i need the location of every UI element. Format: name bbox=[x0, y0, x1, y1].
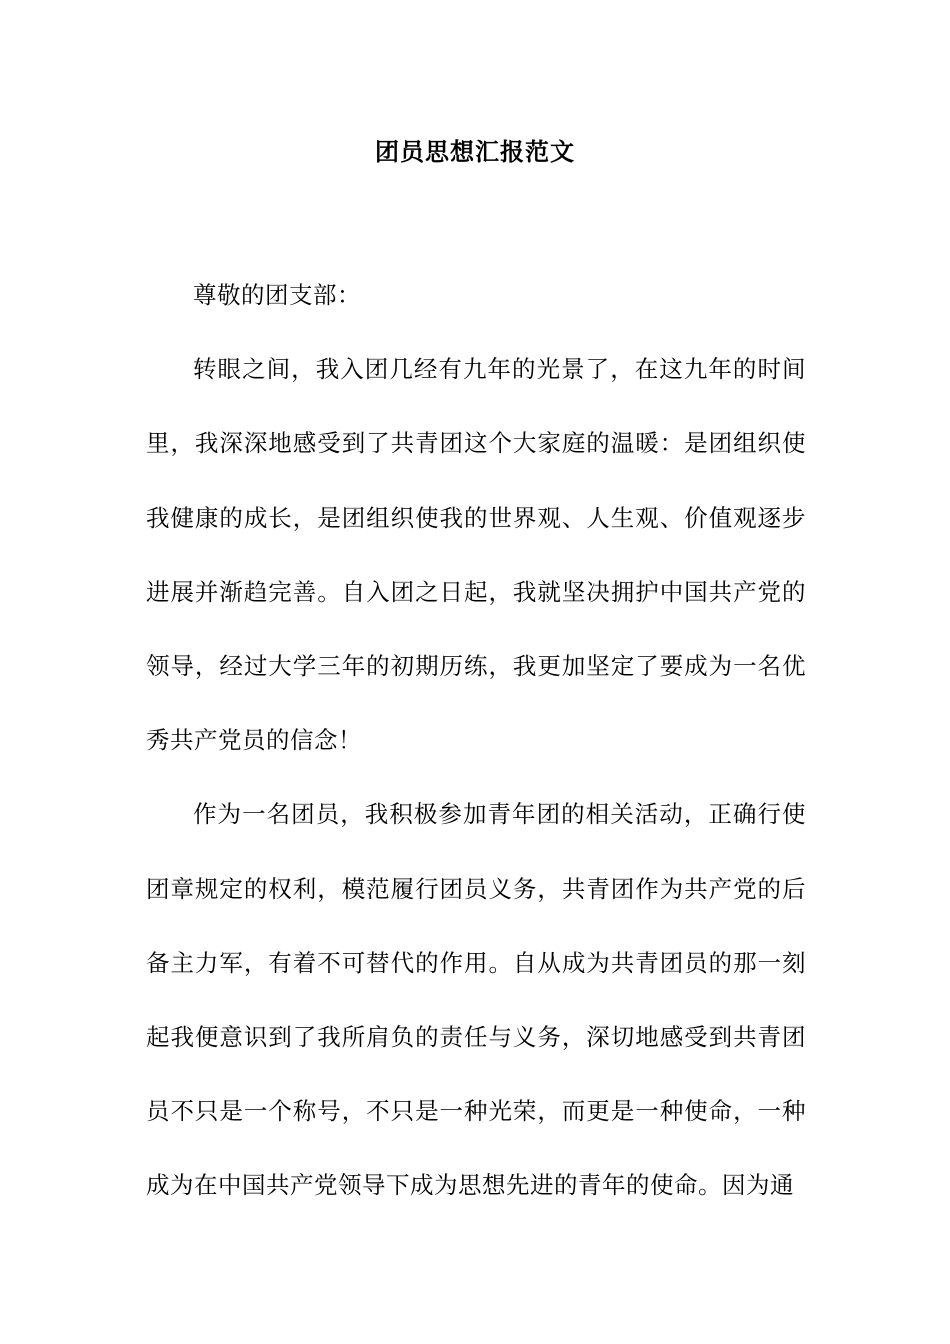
paragraph: 作为一名团员，我积极参加青年团的相关活动，正确行使团章规定的权利，模范履行团员义务，共青团作为共产党的后备主力军，有着不可替代的作用。自从成为共青团员的那一刻起我便意识到了我所肩负的责任与义务，深切地感受到共青团员不只是一个称号，不只是一种光荣，而更是一种使命，一种成为在中国共产党领导下成为思想先进的青年的使命。因为通 bbox=[146, 800, 806, 1200]
document-body bbox=[146, 258, 806, 1223]
document-title: 团员思想汇报范文 bbox=[375, 137, 575, 166]
salutation: 尊敬的团支部： bbox=[193, 281, 361, 309]
paragraph: 转眼之间，我入团几经有九年的光景了，在这九年的时间里，我深深地感受到了共青团这个大家庭的温暖：是团组织使我健康的成长，是团组织使我的世界观、人生观、价值观逐步进展并渐趋完善。自入团之日起，我就坚决拥护中国共产党的领导，经过大学三年的初期历练，我更加坚定了要成为一名优秀共产党员的信念！ bbox=[146, 355, 806, 755]
